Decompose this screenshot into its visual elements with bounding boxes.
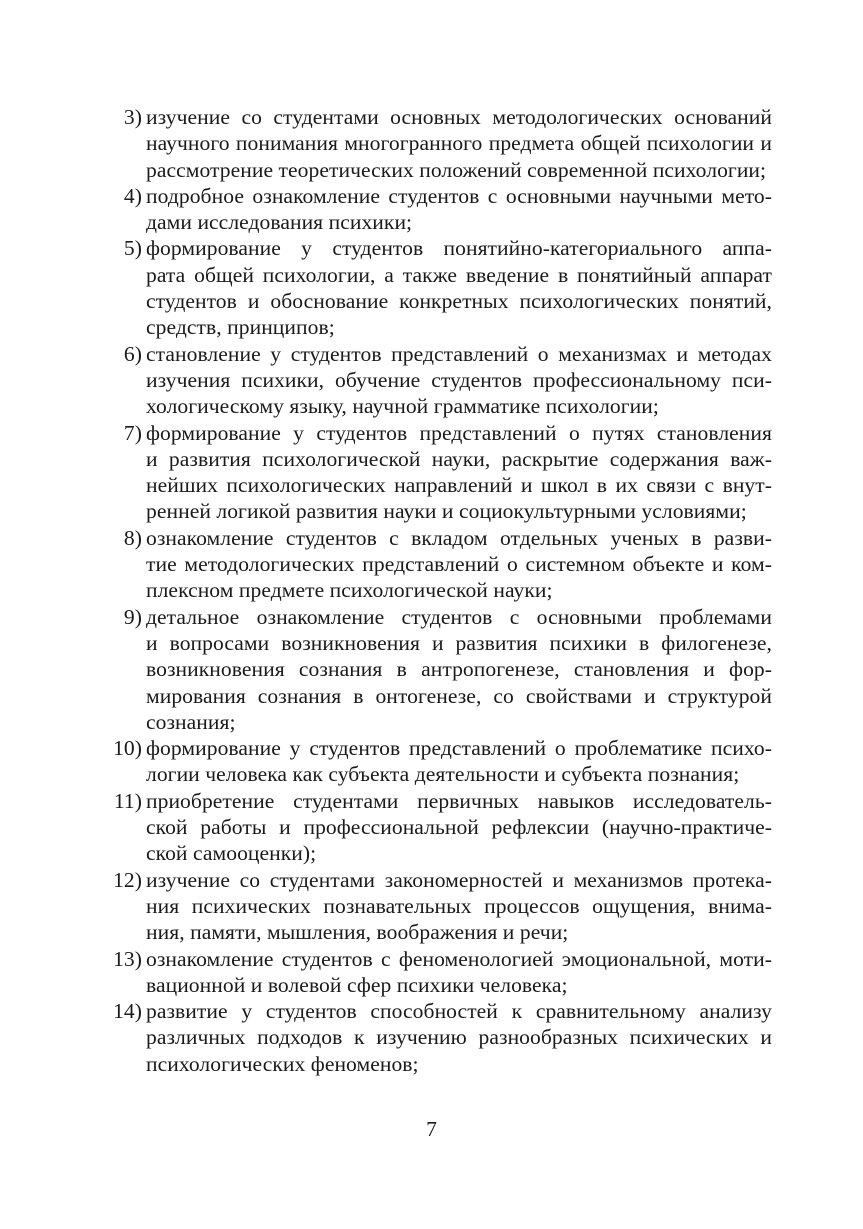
list-item: [106, 420, 772, 525]
list-item: [106, 104, 772, 183]
list-item-number: 9): [123, 604, 142, 629]
list-item-text-line: средств, принципов;: [146, 315, 335, 340]
list-item-text-line: мирования сознания в онтогенезе, со свойствами и структурой: [146, 683, 772, 708]
list-item-text-line: психологических феноменов;: [146, 1051, 419, 1076]
list-item-text-line: ренней логикой развития науки и социокультурными условиями;: [146, 499, 747, 524]
list-item-text-line: плексном предмете психологической науки;: [146, 578, 553, 603]
list-item-text-line: ознакомление студентов с вкладом отдельных ученых в разви-: [146, 525, 772, 550]
list-item-number: 13): [113, 946, 142, 971]
list-item-text-line: научного понимания многогранного предмета общей психологии и: [146, 131, 772, 156]
list-item: [106, 998, 772, 1077]
list-item-number: 10): [113, 736, 142, 761]
list-item-text-line: формирование у студентов представлений о проблематике психо-: [146, 736, 772, 761]
list-item-number: 7): [123, 420, 142, 445]
objectives-list: [106, 104, 772, 1077]
list-item-number: 12): [113, 867, 142, 892]
list-item: [106, 604, 772, 735]
list-item-text-line: формирование у студентов представлений о путях становления: [146, 420, 772, 445]
list-item-text-line: рассмотрение теоретических положений современной психологии;: [146, 157, 767, 182]
list-item-text-line: тие методологических представлений о системном объекте и ком-: [146, 552, 772, 577]
list-item-text-line: ской работы и профессиональной рефлексии (научно-практиче-: [146, 815, 772, 840]
list-item-text-line: различных подходов к изучению разнообразных психических и: [146, 1025, 772, 1050]
list-item: [106, 183, 772, 236]
list-item: [106, 788, 772, 867]
list-item-number: 6): [123, 341, 142, 366]
list-item-text-line: рата общей психологии, а также введение в понятийный аппарат: [146, 262, 772, 287]
list-item-text-line: развитие у студентов способностей к сравнительному анализу: [146, 999, 772, 1024]
list-item-text-line: ской самооценки);: [146, 841, 317, 866]
list-item-text-line: изучения психики, обучение студентов профессиональному пси-: [146, 367, 772, 392]
list-item: [106, 735, 772, 788]
list-item-text-line: вационной и волевой сфер психики человека;: [146, 972, 568, 997]
list-item: [106, 525, 772, 604]
list-item-text-line: дами исследования психики;: [146, 210, 413, 235]
list-item-text-line: формирование у студентов понятийно-категориального аппа-: [146, 236, 772, 261]
list-item-text-line: и развития психологической науки, раскрытие содержания важ-: [146, 446, 772, 471]
list-item-text-line: ознакомление студентов с феноменологией эмоциональной, моти-: [146, 946, 772, 971]
list-item-text-line: подробное ознакомление студентов с основными научными мето-: [146, 183, 772, 208]
page-number: 7: [426, 1117, 437, 1141]
list-item-text-line: сознания;: [146, 709, 236, 734]
list-item-text-line: логии человека как субъекта деятельности и субъекта познания;: [146, 762, 740, 787]
list-item-text-line: приобретение студентами первичных навыков исследователь-: [146, 788, 772, 813]
list-item-number: 5): [123, 236, 142, 261]
list-item-number: 4): [123, 183, 142, 208]
list-item: [106, 867, 772, 946]
list-item-text-line: нейших психологических направлений и школ в их связи с внут-: [146, 473, 772, 498]
list-item-text-line: изучение со студентами основных методологических оснований: [146, 105, 772, 129]
list-item-text-line: возникновения сознания в антропогенезе, становления и фор-: [146, 657, 772, 682]
list-item: [106, 341, 772, 420]
list-item-text-line: детальное ознакомление студентов с основными проблемами: [146, 604, 772, 629]
list-item-number: 3): [123, 105, 142, 129]
list-item: [106, 235, 772, 340]
list-item-number: 11): [113, 788, 142, 813]
list-item-text-line: ния, памяти, мышления, воображения и речи;: [146, 920, 569, 945]
list-item-text-line: ния психических познавательных процессов ощущения, внима-: [146, 893, 772, 918]
list-item-number: 14): [113, 999, 142, 1024]
list-item-text-line: и вопросами возникновения и развития психики в филогенезе,: [146, 630, 772, 655]
list-item-text-line: хологическому языку, научной грамматике психологии;: [146, 394, 659, 419]
list-item-number: 8): [123, 525, 142, 550]
list-item-text-line: становление у студентов представлений о механизмах и методах: [146, 341, 772, 366]
list-item-text-line: студентов и обоснование конкретных психологических понятий,: [146, 289, 772, 314]
list-item: [106, 946, 772, 999]
list-item-text-line: изучение со студентами закономерностей и механизмов протека-: [146, 867, 772, 892]
